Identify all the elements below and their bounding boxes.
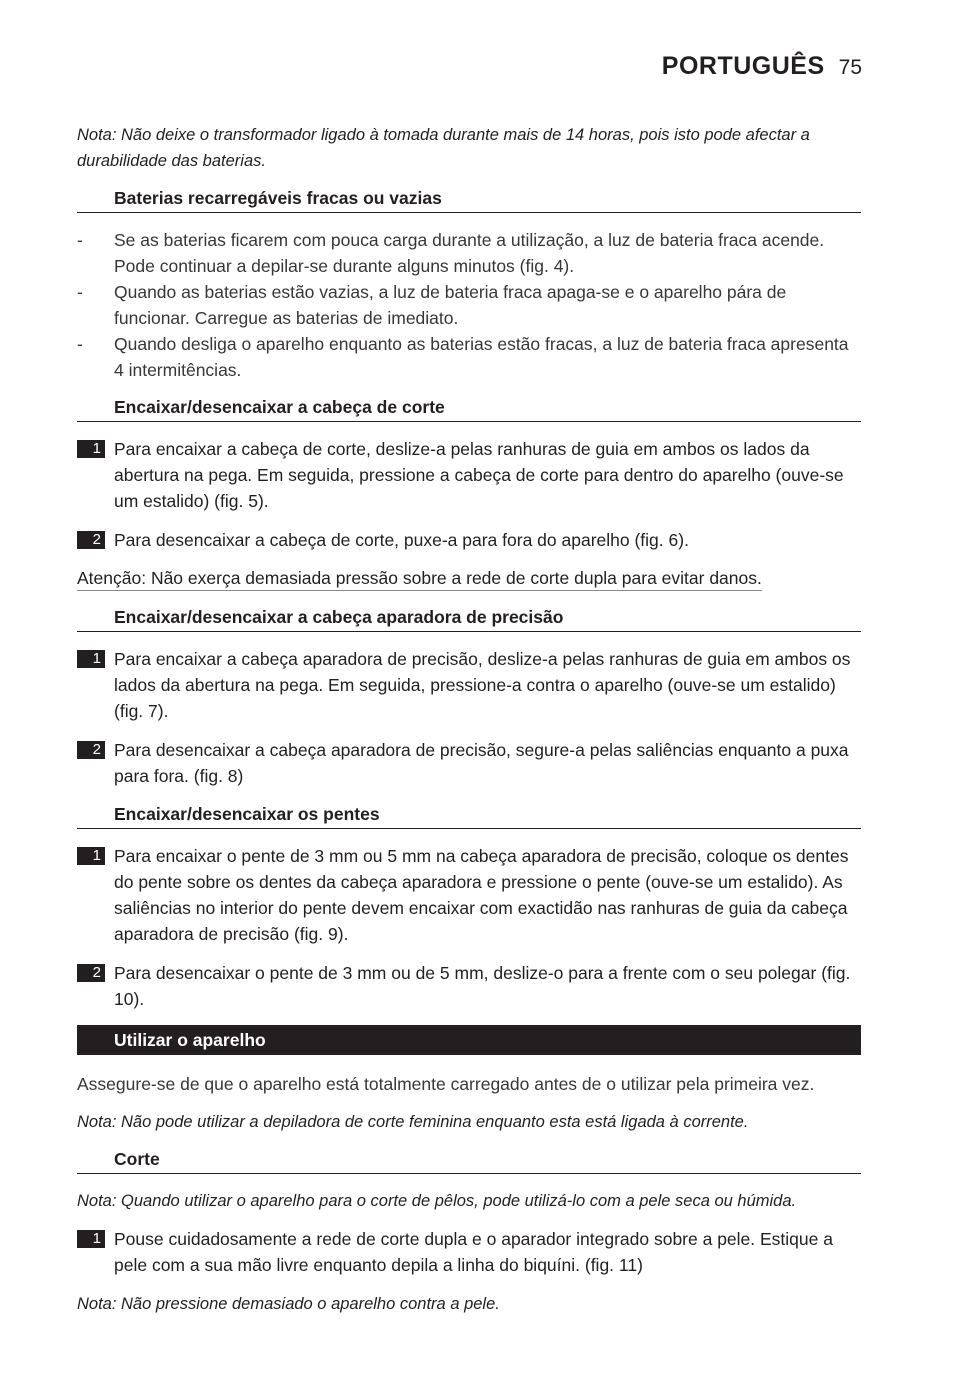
bullet-text: Se as baterias ficarem com pouca carga durante a utilização, a luz de bateria fraca acende. Pode continuar a depilar-se durante alguns minutos (fig. 4). [114, 230, 825, 276]
step-number-badge: 2 [77, 964, 105, 982]
note-transformer: Nota: Não deixe o transformador ligado à tomada durante mais de 14 horas, pois isto pode afectar a durabilidade das baterias. [77, 126, 810, 170]
step-number-badge: 1 [77, 847, 105, 865]
step-text: Para desencaixar o pente de 3 mm ou de 5 mm, deslize-o para a frente com o seu polegar (fig. 10). [114, 963, 851, 1009]
step-item [77, 646, 861, 724]
language-label: PORTUGUÊS [661, 52, 825, 80]
heading-batteries: Baterias recarregáveis fracas ou vazias [77, 186, 861, 213]
note-dry-wet: Nota: Quando utilizar o aparelho para o corte de pêlos, pode utilizá-lo com a pele seca ou húmida. [77, 1192, 797, 1210]
bullet-text: Quando desliga o aparelho enquanto as baterias estão fracas, a luz de bateria fraca apresenta 4 intermitências. [114, 334, 849, 380]
use-intro-text: Assegure-se de que o aparelho está totalmente carregado antes de o utilizar pela primeira vez. [77, 1074, 815, 1094]
heading-combs: Encaixar/desencaixar os pentes [77, 802, 861, 829]
step-item [77, 737, 861, 789]
step-number-badge: 1 [77, 1230, 105, 1248]
bullet-dash: - [77, 334, 83, 354]
step-text: Pouse cuidadosamente a rede de corte dupla e o aparador integrado sobre a pele. Estique a pele com a sua mão livre enquanto depila a linha do biquíni. (fig. 11) [114, 1229, 833, 1275]
step-number-badge: 1 [77, 650, 105, 668]
step-item [77, 843, 861, 947]
step-text: Para encaixar o pente de 3 mm ou 5 mm na cabeça aparadora de precisão, coloque os dentes do pente sobre os dentes da cabeça aparadora e pressione o pente (ouve-se um estalido). As saliências no interior do pente devem encaixar com exactidão nas ranhuras de guia da cabeça aparadora de precisão (fig. 9). [114, 846, 849, 944]
list-item [77, 279, 861, 331]
step-text: Para desencaixar a cabeça de corte, puxe-a para fora do aparelho (fig. 6). [114, 530, 689, 550]
step-item [77, 527, 861, 553]
page-number: 75 [838, 56, 862, 79]
step-item [77, 960, 861, 1012]
page-content [77, 122, 861, 1329]
heading-using-appliance: Utilizar o aparelho [77, 1025, 861, 1055]
step-item [77, 436, 861, 514]
heading-cutting: Corte [77, 1147, 861, 1174]
bullet-dash: - [77, 282, 83, 302]
attention-warning: Atenção: Não exerça demasiada pressão sobre a rede de corte dupla para evitar danos. [77, 566, 762, 591]
step-number-badge: 2 [77, 531, 105, 549]
bullet-text: Quando as baterias estão vazias, a luz de bateria fraca apaga-se e o aparelho pára de funcionar. Carregue as baterias de imediato. [114, 282, 787, 328]
heading-cutting-head: Encaixar/desencaixar a cabeça de corte [77, 395, 861, 422]
step-text: Para encaixar a cabeça aparadora de precisão, deslize-a pelas ranhuras de guia em ambos os lados da abertura na pega. Em seguida, pressione-a contra o aparelho (ouve-se um estalido) (fig. 7). [114, 649, 851, 721]
battery-bullet-list [77, 227, 861, 383]
step-number-badge: 1 [77, 440, 105, 458]
list-item [77, 227, 861, 279]
list-item [77, 331, 861, 383]
step-text: Para encaixar a cabeça de corte, deslize-a pelas ranhuras de guia em ambos os lados da abertura na pega. Em seguida, pressione a cabeça de corte para dentro do aparelho (ouve-se um estalido) (fig. 5). [114, 439, 844, 511]
page-header [662, 52, 862, 81]
note-not-plugged: Nota: Não pode utilizar a depiladora de corte feminina enquanto esta está ligada à corrente. [77, 1113, 749, 1131]
step-number-badge: 2 [77, 741, 105, 759]
step-item [77, 1226, 861, 1278]
heading-precision-trimmer: Encaixar/desencaixar a cabeça aparadora de precisão [77, 605, 861, 632]
note-pressure: Nota: Não pressione demasiado o aparelho contra a pele. [77, 1295, 500, 1313]
bullet-dash: - [77, 230, 83, 250]
step-text: Para desencaixar a cabeça aparadora de precisão, segure-a pelas saliências enquanto a puxa para fora. (fig. 8) [114, 740, 849, 786]
